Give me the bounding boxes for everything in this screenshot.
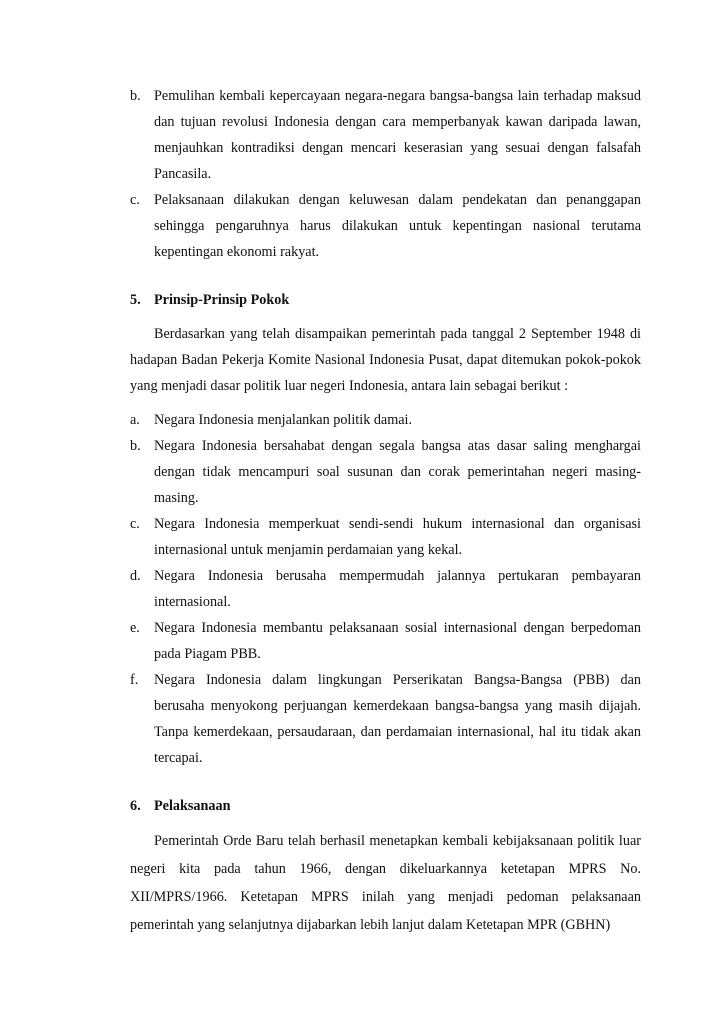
section-title: Prinsip-Prinsip Pokok xyxy=(154,292,290,308)
list-marker: c. xyxy=(130,516,140,532)
list-marker: c. xyxy=(130,192,140,208)
list-marker: e. xyxy=(130,620,140,636)
list-marker: b. xyxy=(130,438,141,454)
list-item-text: Negara Indonesia memperkuat sendi-sendi hukum internasional dan organisasi internasional untuk menjamin perdamaian yang kekal. xyxy=(154,516,641,558)
section-number: 5. xyxy=(130,292,141,308)
list-marker: b. xyxy=(130,88,141,104)
section-number: 6. xyxy=(130,798,141,814)
principle-item-a xyxy=(130,407,641,433)
section-6-paragraph: Pemerintah Orde Baru telah berhasil menetapkan kembali kebijaksanaan politik luar negeri kita pada tahun 1966, dengan dikeluarkannya ketetapan MPRS No. XII/MPRS/1966. Ketetapan MPRS inilah yang menjadi pedoman pelaksanaan pemerintah yang selanjutnya dijabarkan lebih lanjut dalam Ketetapan MPR (GBHN) xyxy=(130,833,641,933)
section-5-heading xyxy=(130,287,641,313)
list-item-text: Negara Indonesia membantu pelaksanaan sosial internasional dengan berpedoman pada Piagam PBB. xyxy=(154,620,641,662)
list-item-c xyxy=(130,187,641,265)
principle-item-b xyxy=(130,433,641,511)
section-6-heading xyxy=(130,793,641,819)
principle-item-d xyxy=(130,563,641,615)
list-marker: a. xyxy=(130,412,140,428)
principle-item-c xyxy=(130,511,641,563)
section-title: Pelaksanaan xyxy=(154,798,231,814)
list-marker: d. xyxy=(130,568,141,584)
list-item-text: Negara Indonesia menjalankan politik damai. xyxy=(154,412,413,428)
list-item-b xyxy=(130,83,641,187)
list-marker: f. xyxy=(130,672,139,688)
principle-item-e xyxy=(130,615,641,667)
document-page xyxy=(130,83,641,939)
list-item-text: Negara Indonesia dalam lingkungan Perserikatan Bangsa-Bangsa (PBB) dan berusaha menyokong perjuangan kemerdekaan bangsa-bangsa yang masih dijajah. Tanpa kemerdekaan, persaudaraan, dan perdamaian internasional, hal itu tidak akan tercapai. xyxy=(154,672,641,766)
list-item-text: Negara Indonesia berusaha mempermudah jalannya pertukaran pembayaran internasional. xyxy=(154,568,641,610)
list-item-text: Pelaksanaan dilakukan dengan keluwesan dalam pendekatan dan penanggapan sehingga pengaruhnya harus dilakukan untuk kepentingan nasional terutama kepentingan ekonomi rakyat. xyxy=(154,192,641,260)
principle-item-f xyxy=(130,667,641,771)
list-item-text: Negara Indonesia bersahabat dengan segala bangsa atas dasar saling menghargai dengan tidak mencampuri soal susunan dan corak pemerintahan negeri masing-masing. xyxy=(154,438,641,506)
section-5-paragraph: Berdasarkan yang telah disampaikan pemerintah pada tanggal 2 September 1948 di hadapan Badan Pekerja Komite Nasional Indonesia Pusat, dapat ditemukan pokok-pokok yang menjadi dasar politik luar negeri Indonesia, antara lain sebagai berikut : xyxy=(130,326,641,394)
list-item-text: Pemulihan kembali kepercayaan negara-negara bangsa-bangsa lain terhadap maksud dan tujuan revolusi Indonesia dengan cara memperbanyak kawan daripada lawan, menjauhkan kontradiksi dengan mencari keserasian yang sesuai dengan falsafah Pancasila. xyxy=(154,88,641,182)
